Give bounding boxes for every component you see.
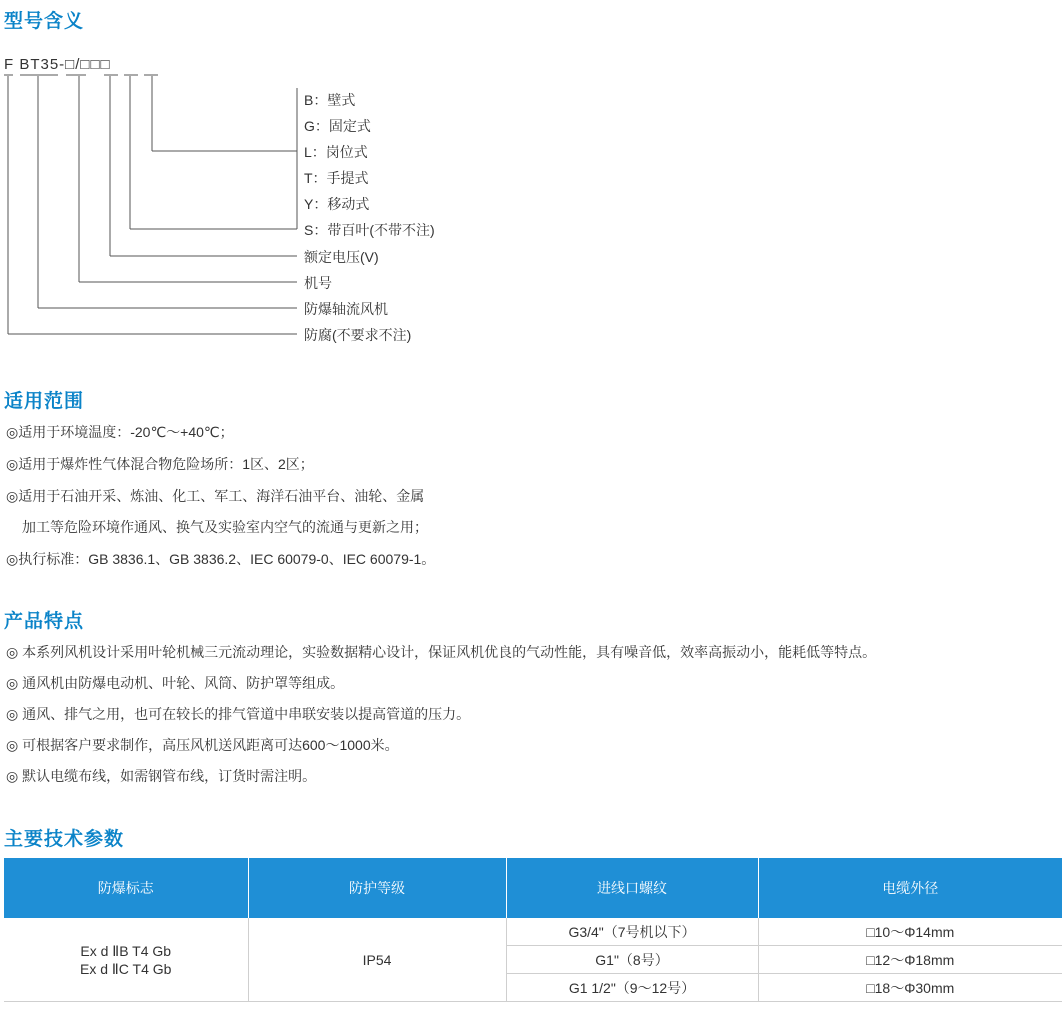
section-title-scope: 适用范围 (4, 390, 85, 412)
cell-cable: □12～Φ18mm (758, 946, 1062, 974)
cell-protection: IP54 (248, 918, 506, 1002)
model-item-fan: 防爆轴流风机 (304, 301, 388, 317)
model-item-b: B：壁式 (304, 92, 356, 108)
cell-exmark (4, 918, 248, 1002)
section-title-params: 主要技术参数 (4, 828, 125, 850)
exmark-2: Ex d ⅡC T4 Gb (80, 960, 172, 977)
section-title-features: 产品特点 (4, 610, 85, 632)
feature-line: ◎ 本系列风机设计采用叶轮机械三元流动理论，实验数据精心设计，保证风机优良的气动性能，具有噪音低，效率高振动小，能耗低等特点。 (6, 644, 877, 660)
model-item-t: T：手提式 (304, 170, 369, 186)
model-item-s: S：带百叶(不带不注) (304, 222, 435, 238)
feature-line: ◎ 通风、排气之用，也可在较长的排气管道中串联安装以提高管道的压力。 (6, 706, 471, 722)
model-code: F BT35-□/□□□ (4, 56, 111, 73)
model-item-machine-no: 机号 (304, 275, 332, 291)
model-item-voltage: 额定电压(V) (304, 249, 379, 265)
cell-thread: G3/4"（7号机以下） (506, 918, 758, 946)
spec-table-header-row (4, 858, 1062, 918)
scope-line: ◎适用于环境温度：-20℃～+40℃； (6, 424, 234, 440)
cell-cable: □10～Φ14mm (758, 918, 1062, 946)
cell-thread: G1"（8号） (506, 946, 758, 974)
model-item-l: L：岗位式 (304, 144, 368, 160)
exmark-1: Ex d ⅡB T4 Gb (80, 942, 172, 959)
feature-line: ◎ 可根据客户要求制作，高压风机送风距离可达600～1000米。 (6, 737, 399, 753)
header-exmark: 防爆标志 (4, 858, 248, 918)
model-item-anticorrosion: 防腐(不要求不注) (304, 327, 412, 343)
feature-line: ◎ 通风机由防爆电动机、叶轮、风筒、防护罩等组成。 (6, 675, 345, 691)
feature-line: ◎ 默认电缆布线，如需钢管布线，订货时需注明。 (6, 768, 317, 784)
scope-line: 加工等危险环境作通风、换气及实验室内空气的流通与更新之用； (22, 519, 428, 535)
header-protection: 防护等级 (248, 858, 506, 918)
model-item-y: Y：移动式 (304, 196, 370, 212)
model-item-g: G：固定式 (304, 118, 371, 134)
header-cable: 电缆外径 (758, 858, 1062, 918)
scope-line: ◎执行标准：GB 3836.1、GB 3836.2、IEC 60079-0、IEC 60079-1。 (6, 551, 436, 567)
cell-thread: G1 1/2"（9～12号） (506, 974, 758, 1002)
scope-line: ◎适用于石油开采、炼油、化工、军工、海洋石油平台、油轮、金属 (6, 488, 425, 504)
scope-line: ◎适用于爆炸性气体混合物危险场所：1区、2区； (6, 456, 314, 472)
section-title-model: 型号含义 (4, 10, 85, 32)
table-row (4, 918, 1062, 946)
spec-table (4, 858, 1062, 1002)
cell-cable: □18～Φ30mm (758, 974, 1062, 1002)
model-code-diagram (0, 0, 470, 350)
header-thread: 进线口螺纹 (506, 858, 758, 918)
